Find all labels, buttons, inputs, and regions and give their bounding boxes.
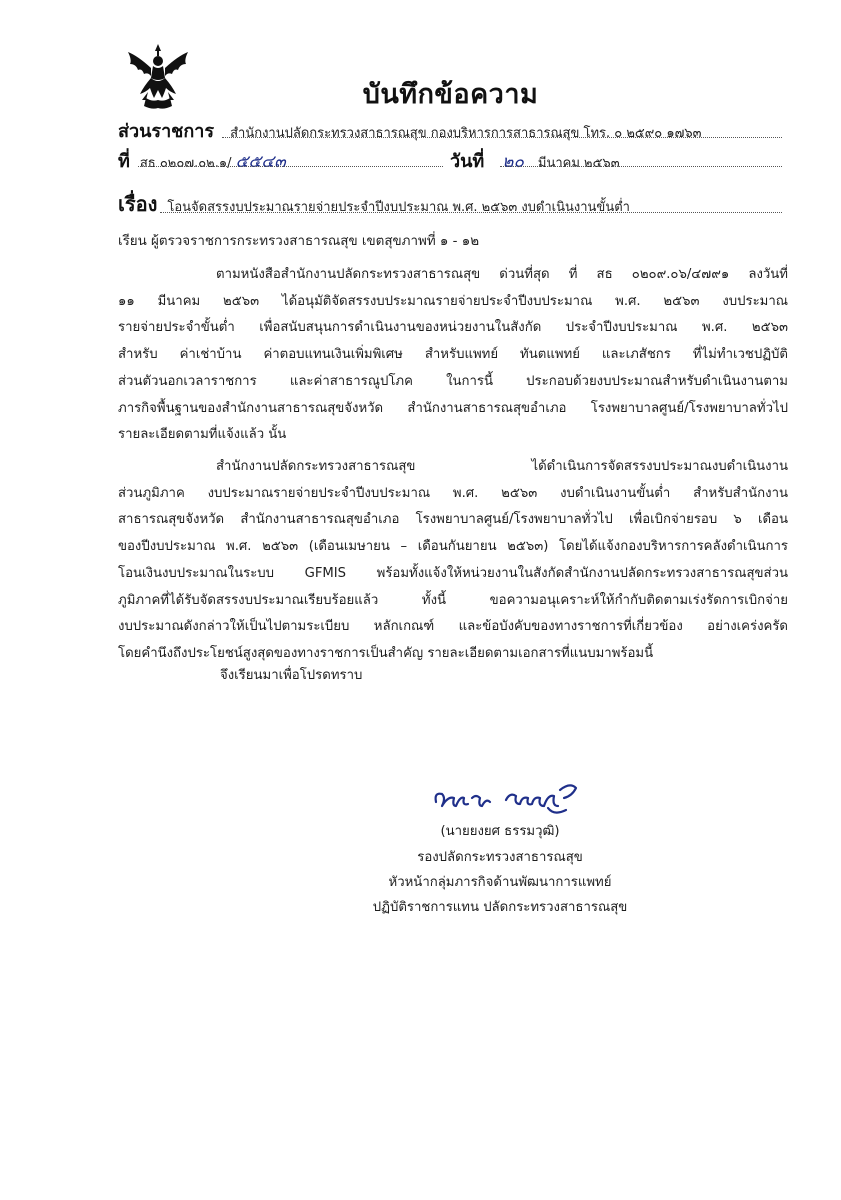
signer-position-3: ปฏิบัติราชการแทน ปลัดกระทรวงสาธารณสุข xyxy=(372,900,628,915)
paragraph-1-line: สำหรับ ค่าเช่าบ้าน ค่าตอบแทนเงินเพิ่มพิเศษ สำหรับแพทย์ ทันตแพทย์ และเภสัชกร ที่ไม่ทำเวชปฏิบัติ xyxy=(118,347,788,363)
date-dotline xyxy=(500,166,782,167)
closing-line: จึงเรียนมาเพื่อโปรดทราบ xyxy=(220,668,363,683)
agency-value: สำนักงานปลัดกระทรวงสาธารณสุข กองบริหารการสาธารณสุข โทร. ๐ ๒๕๙๐ ๑๗๖๓ xyxy=(230,126,702,141)
date-day-handwritten: ๒๐ xyxy=(502,152,524,172)
paragraph-2-line: โดยคำนึงถึงประโยชน์สูงสุดของทางราชการเป็นสำคัญ รายละเอียดตามเอกสารที่แนบมาพร้อมนี้ xyxy=(118,645,654,661)
agency-label: ส่วนราชการ xyxy=(118,121,215,142)
paragraph-2-line: ส่วนภูมิภาค งบประมาณรายจ่ายประจำปีงบประมาณ พ.ศ. ๒๕๖๓ งบดำเนินงานขั้นต่ำ สำหรับสำนักงาน xyxy=(118,485,788,501)
paragraph-1-line: รายละเอียดตามที่แจ้งแล้ว นั้น xyxy=(118,427,287,443)
paragraph-2-line: ของปีงบประมาณ พ.ศ. ๒๕๖๓ (เดือนเมษายน – เดือนกันยายน ๒๕๖๓) โดยได้แจ้งกองบริหารการคลังดำเนินการ xyxy=(118,539,788,555)
paragraph-2-line: งบประมาณดังกล่าวให้เป็นไปตามระเบียบ หลักเกณฑ์ และข้อบังคับของทางราชการที่เกี่ยวข้อง อย่างเคร่งครัด xyxy=(118,619,788,635)
subject-value: โอนจัดสรรงบประมาณรายจ่ายประจำปีงบประมาณ พ.ศ. ๒๕๖๓ งบดำเนินงานขั้นต่ำ xyxy=(167,200,630,215)
agency-row xyxy=(118,116,702,145)
to-line: เรียน ผู้ตรวจราชการกระทรวงสาธารณสุข เขตสุขภาพที่ ๑ - ๑๒ xyxy=(118,234,480,249)
number-label: ที่ xyxy=(118,151,130,172)
paragraph-2-line: สาธารณสุขจังหวัด สำนักงานสาธารณสุขอำเภอ โรงพยาบาลศูนย์/โรงพยาบาลทั่วไป เพื่อเบิกจ่ายรอบ ๖ เดือน xyxy=(118,512,788,528)
paragraph-1-line: ตามหนังสือสำนักงานปลัดกระทรวงสาธารณสุข ด่วนที่สุด ที่ สธ ๐๒๐๙.๐๖/๔๗๙๑ ลงวันที่ xyxy=(216,267,788,282)
subject-row xyxy=(118,188,630,220)
paragraph-1-line: ภารกิจพื้นฐานของสำนักงานสาธารณสุขจังหวัด สำนักงานสาธารณสุขอำเภอ โรงพยาบาลศูนย์/โรงพยาบาลทั่วไป xyxy=(118,400,788,416)
page-title: บันทึกข้อความ xyxy=(362,79,539,110)
paragraph-1-line: ส่วนตัวนอกเวลาราชการ และค่าสาธารณูปโภค ในการนี้ ประกอบด้วยงบประมาณสำหรับดำเนินงานตาม xyxy=(118,373,788,389)
handwritten-signature xyxy=(430,776,590,820)
paragraph-2-line: ภูมิภาคที่ได้รับจัดสรรงบประมาณเรียบร้อยแล้ว ทั้งนี้ ขอความอนุเคราะห์ให้กำกับติดตามเร่งรัดการเบิกจ่าย xyxy=(118,592,788,608)
subject-label: เรื่อง xyxy=(118,192,158,216)
paragraph-1 xyxy=(118,262,788,449)
date-label: วันที่ xyxy=(450,151,485,172)
paragraph-2-line: สำนักงานปลัดกระทรวงสาธารณสุข ได้ดำเนินการจัดสรรงบประมาณงบดำเนินงาน xyxy=(216,459,788,474)
signer-position-1: รองปลัดกระทรวงสาธารณสุข xyxy=(417,850,583,865)
number-dotline xyxy=(138,166,443,167)
number-handwritten: ๕๕๔๓ xyxy=(235,152,286,172)
agency-dotline xyxy=(222,137,782,138)
paragraph-2 xyxy=(118,454,788,668)
to-row xyxy=(118,230,479,251)
paragraph-1-line: รายจ่ายประจำขั้นต่ำ เพื่อสนับสนุนการดำเนินงานของหน่วยงานในสังกัด ประจำปีงบประมาณ พ.ศ. ๒๕๖๓ xyxy=(118,320,788,336)
number-row xyxy=(118,146,286,175)
signer-position-2: หัวหน้ากลุ่มภารกิจด้านพัฒนาการแพทย์ xyxy=(388,875,612,890)
date-rest: มีนาคม ๒๕๖๓ xyxy=(537,156,620,171)
subject-dotline xyxy=(160,212,782,213)
number-value: สธ ๐๒๐๗.๐๒.๑/ xyxy=(139,156,232,171)
signer-name: (นายยงยศ ธรรมวุฒิ) xyxy=(440,824,560,839)
date-row xyxy=(450,146,620,175)
paragraph-1-line: ๑๑ มีนาคม ๒๕๖๓ ได้อนุมัติจัดสรรงบประมาณรายจ่ายประจำปีงบประมาณ พ.ศ. ๒๕๖๓ งบประมาณ xyxy=(118,293,788,309)
paragraph-2-line: โอนเงินงบประมาณในระบบ GFMIS พร้อมทั้งแจ้งให้หน่วยงานในสังกัดสำนักงานปลัดกระทรวงสาธารณสุขส่วน xyxy=(118,565,788,581)
